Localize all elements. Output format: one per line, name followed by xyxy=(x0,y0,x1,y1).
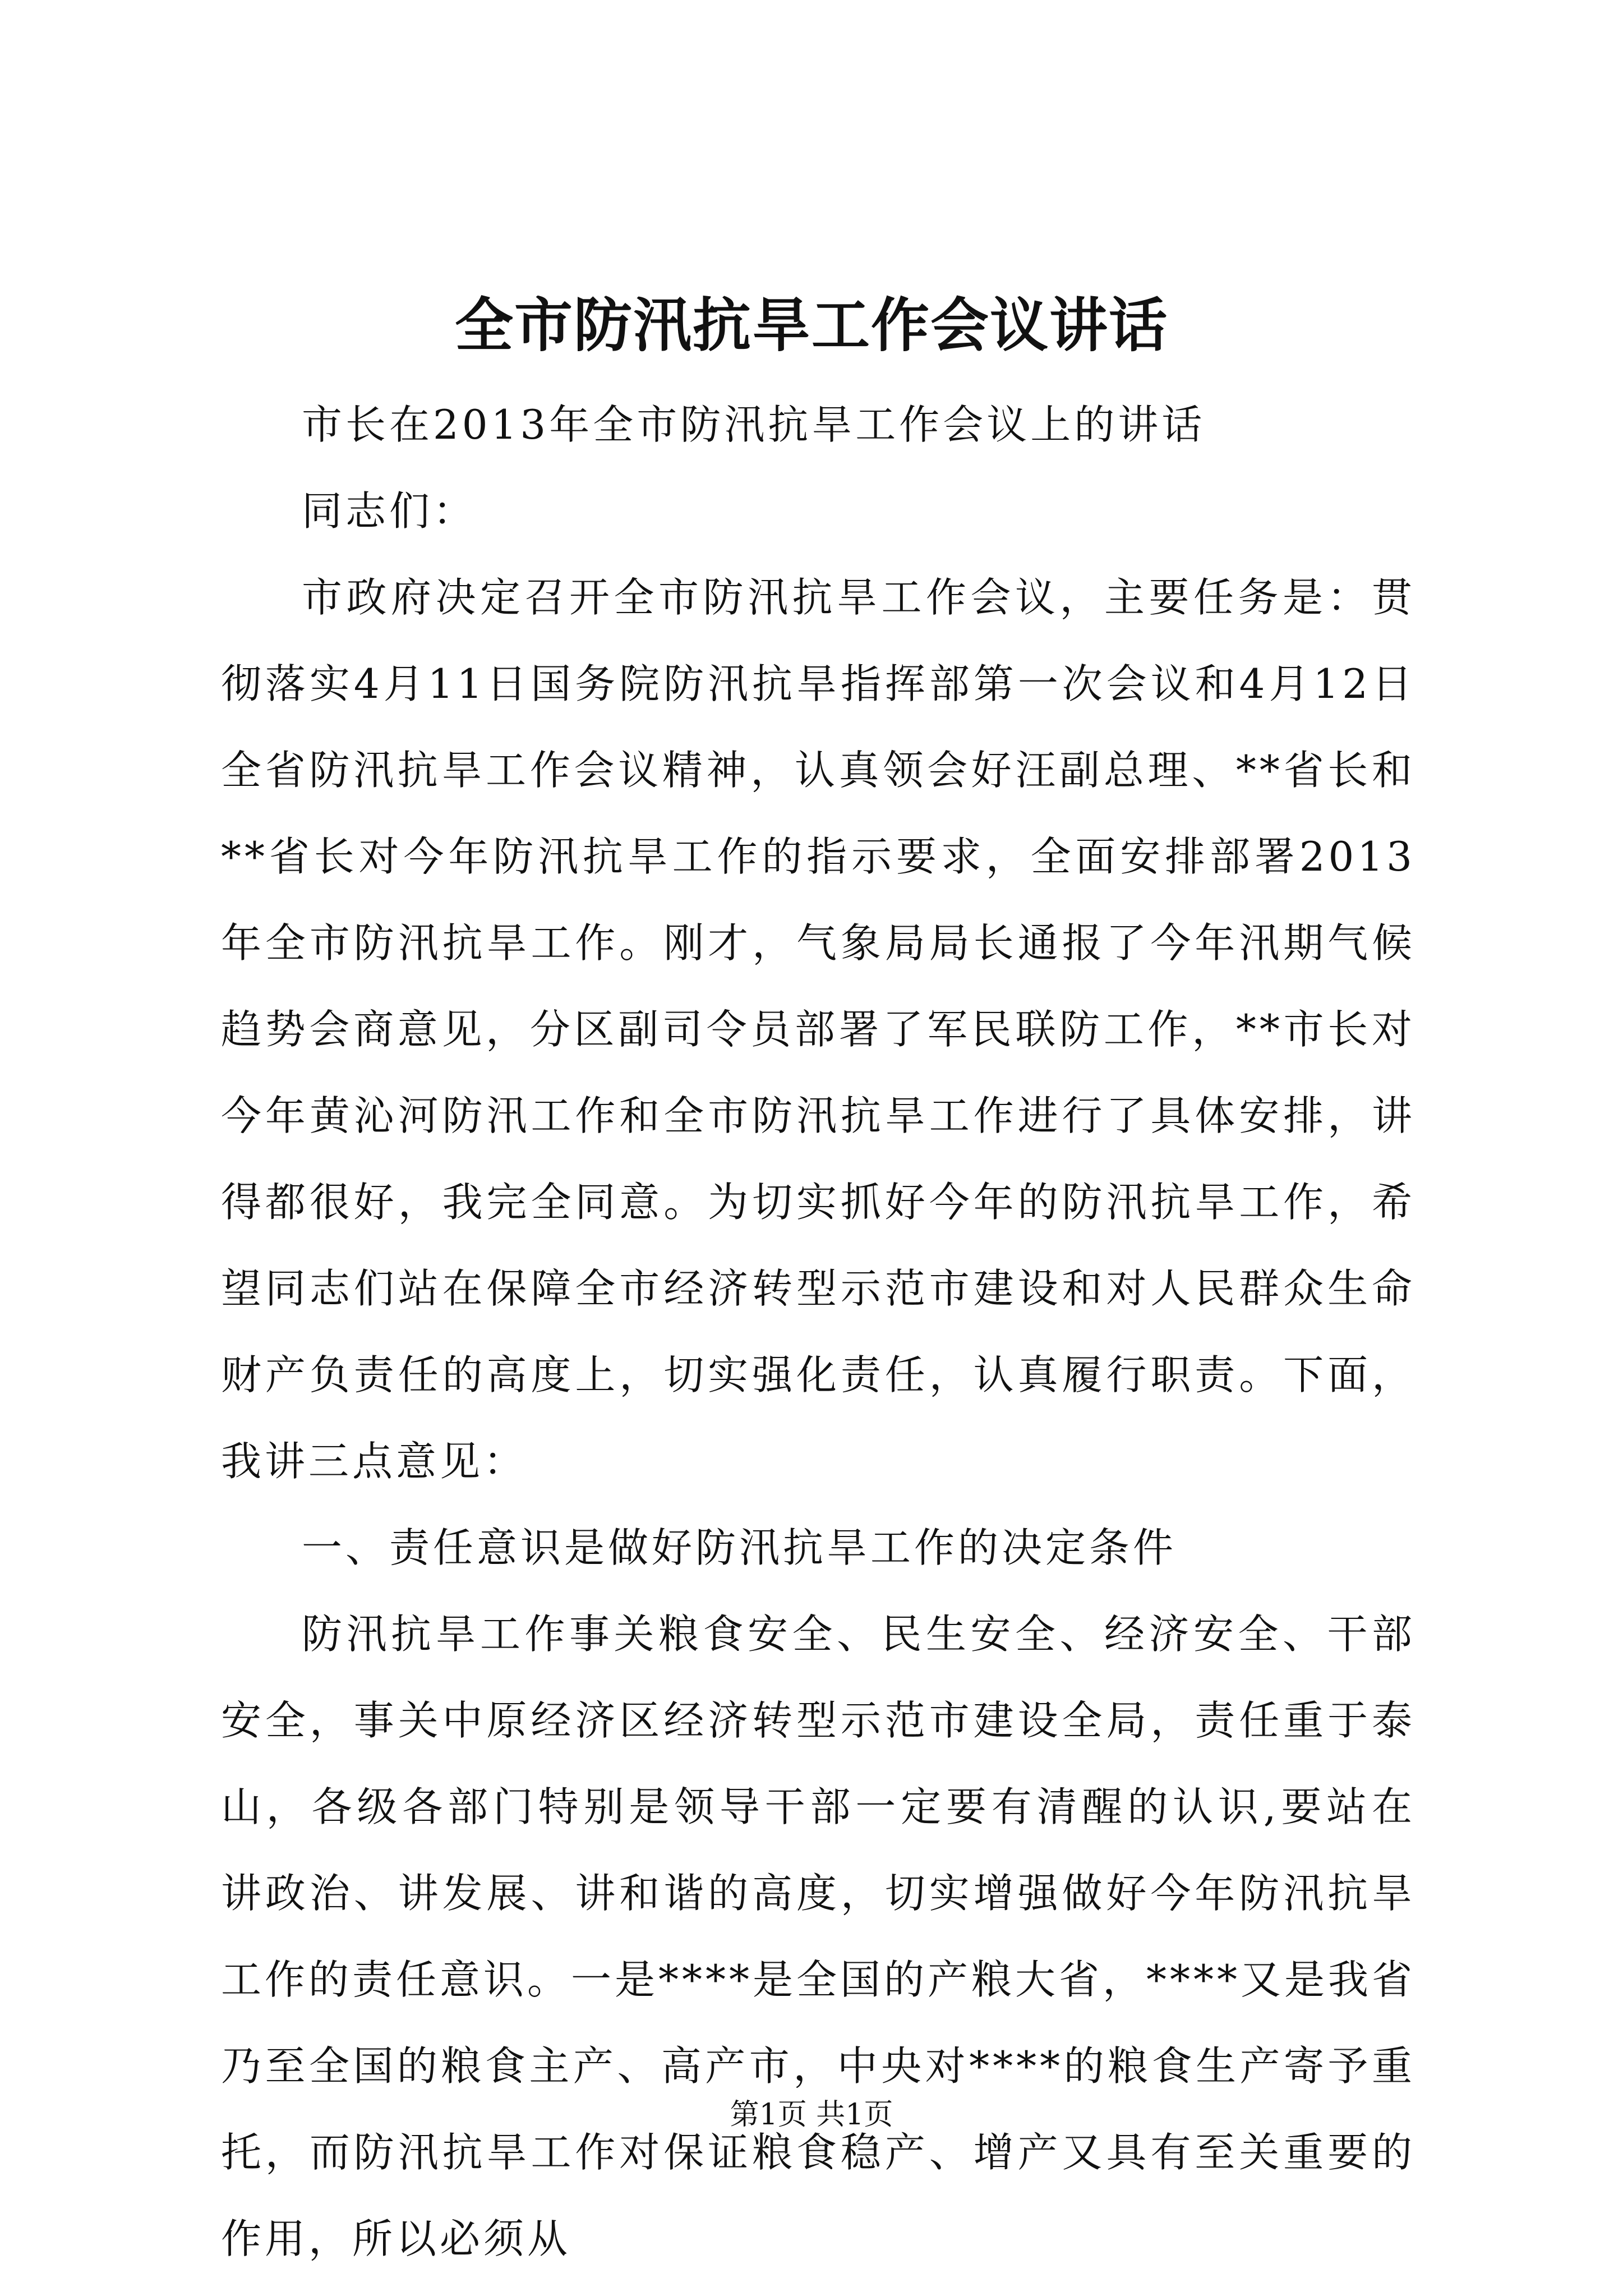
page-footer: 第1页 共1页 xyxy=(730,2098,893,2132)
document-body xyxy=(221,381,1415,2282)
subtitle-paragraph: 市长在2013年全市防汛抗旱工作会议上的讲话 xyxy=(302,401,1206,448)
salutation-paragraph: 同志们： xyxy=(302,487,477,535)
body-paragraph: 防汛抗旱工作事关粮食安全、民生安全、经济安全、干部安全，事关中原经济区经济转型示范市建设全局，责任重于泰山，各级各部门特别是领导干部一定要有清醒的认识,要站在讲政治、讲发展、讲和谐的高度，切实增强做好今年防汛抗旱工作的责任意识。一是****是全国的产粮大省，****又是我省乃至全国的粮食主产、高产市，中央对****的粮食生产寄予重托，而防汛抗旱工作对保证粮食稳产、增产又具有至关重要的作用，所以必须从 xyxy=(221,1611,1416,2262)
section-heading: 一、责任意识是做好防汛抗旱工作的决定条件 xyxy=(302,1524,1177,1571)
intro-paragraph: 市政府决定召开全市防汛抗旱工作会议，主要任务是：贯彻落实4月11日国务院防汛抗旱指挥部第一次会议和4月12日全省防汛抗旱工作会议精神，认真领会好汪副总理、**省长和**省长对今年防汛抗旱工作的指示要求，全面安排部署2013年全市防汛抗旱工作。刚才，气象局局长通报了今年汛期气候趋势会商意见，分区副司令员部署了军民联防工作，**市长对今年黄沁河防汛工作和全市防汛抗旱工作进行了具体安排，讲得都很好，我完全同意。为切实抓好今年的防汛抗旱工作，希望同志们站在保障全市经济转型示范市建设和对人民群众生命财产负责任的高度上，切实强化责任，认真履行职责。下面，我讲三点意见： xyxy=(221,574,1415,1485)
document-title: 全市防汛抗旱工作会议讲话 xyxy=(454,291,1168,360)
